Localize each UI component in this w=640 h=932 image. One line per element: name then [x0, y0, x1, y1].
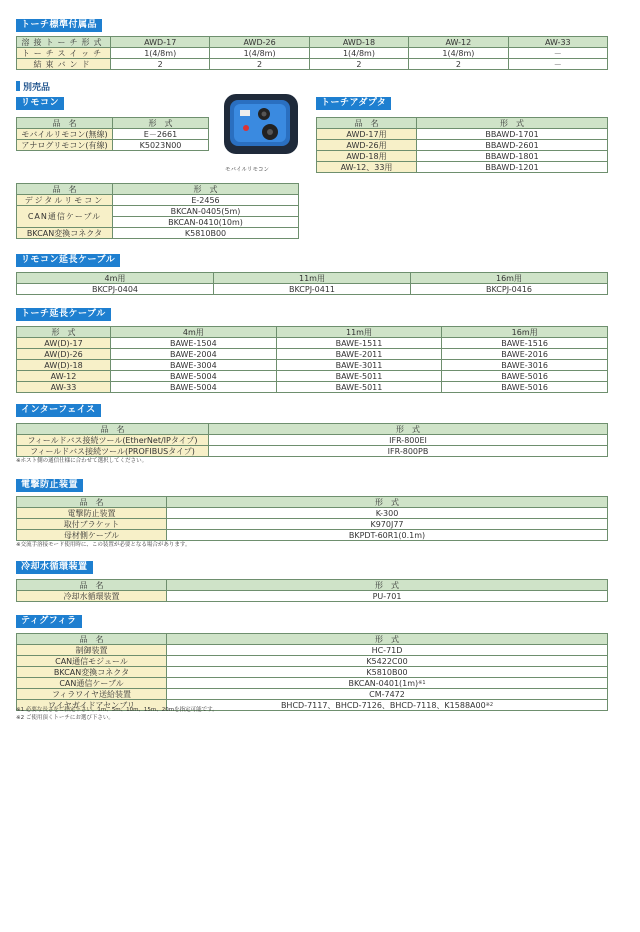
tigfiller-note-1: ※1 必要な長さをご指定下さい。1m、5m、10m、15m、20mを指定可能です。 [16, 707, 218, 713]
table-row: AW(D)-18 BAWE-3004 BAWE-3011 BAWE-3016 [17, 360, 608, 371]
table-row: 品 名 形 式 [317, 118, 608, 129]
table-row: AW(D)-17 BAWE-1504 BAWE-1511 BAWE-1516 [17, 338, 608, 349]
cooling-table [16, 579, 608, 602]
table-row: 4m用 11m用 16m用 [17, 273, 608, 284]
mobile-remote-image [218, 90, 306, 160]
torch-ext-title: トーチ延長ケーブル [16, 308, 111, 321]
interface-title: インターフェイス [16, 404, 101, 417]
table-row: 品 名 形 式 [17, 497, 608, 508]
table-row: AWD-26用 BBAWD-2601 [317, 140, 608, 151]
torch-ext-table [16, 326, 608, 393]
adapter-table [316, 117, 608, 173]
table-row: CAN通信モジュール K5422C00 [17, 656, 608, 667]
table-row: 品 名 形 式 [17, 118, 209, 129]
table-row: BKCPJ-0404 BKCPJ-0411 BKCPJ-0416 [17, 284, 608, 295]
shock-table [16, 496, 608, 541]
table-row: トーチスイッチ 1(4/8m) 1(4/8m) 1(4/8m) 1(4/8m) － [17, 48, 608, 59]
table-row: 取付ブラケット K970J77 [17, 519, 608, 530]
shock-note: ※交流手溶接モード使用時に、この装置が必要となる場合があります。 [16, 542, 191, 548]
standard-table [16, 36, 608, 70]
table-row: 母材側ケーブル BKPDT-60R1(0.1m) [17, 530, 608, 541]
digital-table [16, 183, 299, 239]
remocon-table [16, 117, 209, 151]
table-row: CAN通信ケーブル BKCAN-0405(5m) [17, 206, 299, 217]
cooling-title: 冷却水循環装置 [16, 561, 93, 574]
interface-note: ※ホスト側の通信仕様に合わせて選択してください。 [16, 458, 148, 464]
table-row: BKCAN変換コネクタ K5810B00 [17, 667, 608, 678]
table-row: CAN通信ケーブル BKCAN-$0401(1m)^{※1}$ [17, 678, 608, 689]
remote-ext-title: リモコン延長ケーブル [16, 254, 120, 267]
remote-ext-table [16, 272, 608, 295]
table-row: 電撃防止装置 K-300 [17, 508, 608, 519]
table-row: BKCAN変換コネクタ K5810B00 [17, 228, 299, 239]
table-row: AWD-17用 BBAWD-1701 [317, 129, 608, 140]
remocon-title: リモコン [16, 97, 64, 110]
table-row: 冷却水循環装置 PU-701 [17, 591, 608, 602]
table-row: アナログリモコン(有線) K5023N00 [17, 140, 209, 151]
table-row: デジタルリモコン E-2456 [17, 195, 299, 206]
table-row: フィールドバス接続ツール(PROFIBUSタイプ) IFR-800PB [17, 446, 608, 457]
table-row: 形 式 4m用 11m用 16m用 [17, 327, 608, 338]
table-row: BKCAN-0410(10m) [17, 217, 299, 228]
table-row: モバイルリモコン(無線) E－2661 [17, 129, 209, 140]
adapter-title: トーチアダプタ [316, 97, 391, 110]
separate-title: 別売品 [16, 81, 50, 94]
table-row: 溶接トーチ形式 AWD-17 AWD-26 AWD-18 AW-12 AW-33 [17, 37, 608, 48]
table-row: 制御装置 HC-71D [17, 645, 608, 656]
table-row: フィールドバス接続ツール(EtherNet/IPタイプ) IFR-800EI [17, 435, 608, 446]
table-row: 品 名 形 式 [17, 184, 299, 195]
interface-table [16, 423, 608, 457]
table-row: AW-33 BAWE-5004 BAWE-5011 BAWE-5016 [17, 382, 608, 393]
tigfiller-table [16, 633, 608, 711]
standard-title: トーチ標準付属品 [16, 19, 102, 32]
table-row: AW-12 BAWE-5004 BAWE-5011 BAWE-5016 [17, 371, 608, 382]
table-row: AW(D)-26 BAWE-2004 BAWE-2011 BAWE-2016 [17, 349, 608, 360]
table-row: 品 名 形 式 [17, 424, 608, 435]
shock-title: 電撃防止装置 [16, 479, 83, 492]
table-row: AWD-18用 BBAWD-1801 [317, 151, 608, 162]
table-row: 結束バンド 2 2 2 2 － [17, 59, 608, 70]
table-row: 品 名 形 式 [17, 634, 608, 645]
table-row: ワイヤガイドアセンブリ BHCD-7117、BHCD-7126、BHCD-7118、K1588A00$^{※2}$ [17, 700, 608, 711]
table-row: AW-12、33用 BBAWD-1201 [317, 162, 608, 173]
tigfiller-note-2: ※2 ご使用頂くトーチにお選び下さい。 [16, 715, 114, 721]
table-row: フィラワイヤ送給装置 CM-7472 [17, 689, 608, 700]
tigfiller-title: ティグフィラ [16, 615, 82, 628]
image-caption: モバイルリモコン [225, 167, 270, 173]
table-row: 品 名 形 式 [17, 580, 608, 591]
